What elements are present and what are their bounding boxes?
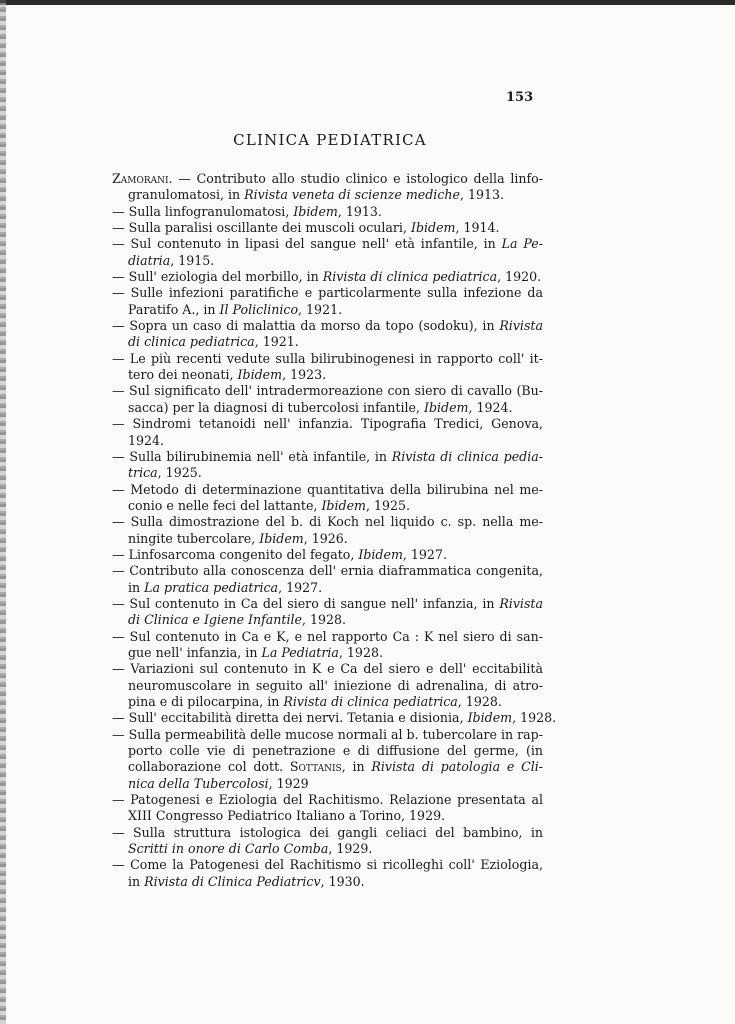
italic-citation: Rivista veneta di scienze mediche xyxy=(244,187,460,203)
bibliography-entry xyxy=(112,547,543,563)
entry-line xyxy=(112,661,543,677)
entry-line xyxy=(112,808,543,824)
bibliography-entry xyxy=(112,792,543,825)
entry-line xyxy=(112,318,543,334)
entry-text: , 1925. xyxy=(157,465,202,481)
italic-citation: Ibidem xyxy=(237,367,283,383)
bibliography-entry xyxy=(112,383,543,416)
entry-line xyxy=(112,465,543,481)
italic-citation: di Clinica e Igiene Infantile xyxy=(128,612,302,628)
entry-text: — Contributo allo studio clinico e istologico della linfo- xyxy=(172,171,543,186)
italic-citation: Rivista di clinica pediatrica xyxy=(283,694,458,709)
entry-text: , 1928. xyxy=(301,612,347,628)
entry-line xyxy=(112,269,543,285)
entry-line xyxy=(112,857,543,873)
entry-line xyxy=(112,531,543,547)
entry-text: , 1925. xyxy=(365,497,411,513)
entry-line xyxy=(112,498,543,514)
entry-text: — Contributo alla conoscenza dell' ernia diaframmatica congenita, xyxy=(112,563,543,579)
entry-text: — Sulla dimostrazione del b. di Koch nel liquido c. sp. nella me- xyxy=(112,514,543,530)
entry-text: — Sulla bilirubinemia nell' età infantile, in xyxy=(112,448,392,464)
entry-line xyxy=(112,727,543,743)
entry-text: Paratifo A., in xyxy=(128,301,220,317)
bibliography-entry xyxy=(112,563,543,596)
entry-text: , 1927. xyxy=(278,579,323,595)
entry-line xyxy=(112,759,543,775)
entry-line xyxy=(112,334,543,350)
bibliography-entry xyxy=(112,236,543,269)
entry-line xyxy=(112,580,543,596)
entry-text: , 1913. xyxy=(459,187,505,203)
italic-citation: Rivista di patologia e Cli- xyxy=(371,759,544,775)
entry-text: gue nell' infanzia, in xyxy=(128,644,262,660)
entry-text: conio e nelle feci del lattante, xyxy=(128,497,322,513)
italic-citation: Ibidem xyxy=(423,399,469,415)
entry-text: — Sulla permeabilità delle mucose normali al b. tubercolare in rap- xyxy=(112,726,543,742)
entry-text: , 1930. xyxy=(320,873,365,889)
entry-line xyxy=(112,449,543,465)
entry-text: — Sindromi tetanoidi nell' infanzia. Tipografia Tredici, Genova, xyxy=(112,416,543,432)
entry-line xyxy=(112,645,543,661)
italic-citation: La pratica pediatrica xyxy=(144,579,279,595)
entry-text: sacca) per la diagnosi di tubercolosi infantile, xyxy=(128,399,424,415)
entry-text: — Metodo di determinazione quantitativa della bilirubina nel me- xyxy=(112,481,543,497)
bibliography-entry xyxy=(112,318,543,351)
entry-line xyxy=(112,187,543,203)
entry-text: — Sopra un caso di malattia da morso da topo (sodoku), in xyxy=(112,318,500,334)
bibliography-entry xyxy=(112,661,543,710)
bibliography-entry xyxy=(112,825,543,858)
entry-line xyxy=(112,433,543,449)
bibliography-entry xyxy=(112,727,543,792)
entry-line xyxy=(112,563,543,579)
entry-line xyxy=(112,285,543,301)
bibliography-entry xyxy=(112,285,543,318)
bibliography-entry xyxy=(112,204,543,220)
entry-line xyxy=(112,514,543,530)
italic-citation: La Pediatria xyxy=(261,644,339,660)
entry-line xyxy=(112,694,543,710)
bibliography-entry xyxy=(112,710,557,726)
italic-citation: Ibidem xyxy=(358,546,403,562)
italic-citation: Rivista di clinica pedia- xyxy=(391,448,543,464)
entry-text: , 1915. xyxy=(170,252,215,268)
entry-line xyxy=(112,825,543,841)
entry-line xyxy=(112,596,543,612)
italic-citation: di clinica pediatrica xyxy=(128,334,255,350)
italic-citation: Scritti in onore di Carlo Comba xyxy=(128,841,329,857)
italic-citation: Rivista xyxy=(499,595,543,611)
scan-left-edge xyxy=(0,0,6,1024)
entry-line xyxy=(112,204,543,220)
entry-text: — Le più recenti vedute sulla bilirubinogenesi in rapporto coll' it- xyxy=(112,350,543,366)
entry-line xyxy=(112,547,543,563)
bibliography-entry xyxy=(112,514,543,547)
entry-text: — Sulle infezioni paratifiche e particolarmente sulla infezione da xyxy=(112,285,543,301)
entry-text: , 1913. xyxy=(337,203,382,219)
entry-line xyxy=(112,678,543,694)
entry-line xyxy=(112,302,543,318)
entry-text: — Sul contenuto in Ca e K, e nel rapporto Ca : K nel siero di san- xyxy=(112,628,543,644)
entry-text: , 1920. xyxy=(497,269,542,285)
bibliography-entry xyxy=(112,482,543,515)
page-title: CLINICA PEDIATRICA xyxy=(233,131,427,149)
italic-citation: Ibidem xyxy=(467,710,513,726)
bibliography-entry xyxy=(112,857,543,890)
bibliography-entry xyxy=(112,269,543,285)
entry-text: granulomatosi, in xyxy=(128,187,245,203)
italic-citation: diatria xyxy=(128,252,171,268)
entry-text: Sottanis xyxy=(289,759,342,775)
entry-line xyxy=(112,416,543,432)
bibliography-entry xyxy=(112,449,543,482)
italic-citation: Rivista xyxy=(499,318,543,334)
entry-line xyxy=(112,351,543,367)
entry-text: — Sul significato dell' intradermoreazione con siero di cavallo (Bu- xyxy=(112,383,543,399)
scan-top-edge xyxy=(0,0,735,5)
entry-text: — Variazioni sul contenuto in K e Ca del siero e dell' eccitabilità xyxy=(112,661,543,677)
entry-text: , 1914. xyxy=(455,220,500,236)
entry-text: — Sul contenuto in Ca del siero di sangue nell' infanzia, in xyxy=(112,595,500,611)
entry-text: , 1921. xyxy=(298,301,343,317)
bibliography-entry xyxy=(112,171,543,204)
entry-text: — Sulla struttura istologica dei gangli celiaci del bambino, in xyxy=(112,824,543,840)
entry-text: neuromuscolare in seguito all' iniezione di adrenalina, di atro- xyxy=(128,677,543,693)
italic-citation: Rivista di clinica pediatrica xyxy=(322,269,498,285)
entry-line xyxy=(112,776,543,792)
entry-text: , 1928. xyxy=(338,644,383,660)
entry-text: — Sull' eccitabilità diretta dei nervi. Tetania e disionia, xyxy=(112,710,468,726)
entry-line xyxy=(112,629,543,645)
entry-text: — Sul contenuto in lipasi del sangue nell' età infantile, in xyxy=(112,236,502,252)
entry-text: , 1929. xyxy=(328,841,373,857)
entry-line xyxy=(112,400,543,416)
entry-line xyxy=(112,383,543,399)
bibliography-entry xyxy=(112,416,543,449)
bibliography-entry xyxy=(112,629,543,662)
entry-line xyxy=(112,253,543,269)
italic-citation: Rivista di Clinica Pediatricv xyxy=(144,873,321,889)
bibliography-entry xyxy=(112,220,543,236)
entry-text: , 1929 xyxy=(268,775,309,791)
entry-text: — Come la Patogenesi del Rachitismo si ricolleghi coll' Eziologia, xyxy=(112,857,543,873)
entry-text: , 1926. xyxy=(303,530,348,546)
italic-citation: Il Policlinico xyxy=(219,301,299,317)
italic-citation: La Pe- xyxy=(501,236,543,252)
entry-text: — Sulla paralisi oscillante dei muscoli oculari, xyxy=(112,220,411,236)
entry-text: , 1923. xyxy=(282,367,327,383)
italic-citation: Ibidem xyxy=(259,530,304,546)
entry-text: in xyxy=(128,579,145,595)
entry-line xyxy=(112,792,543,808)
italic-citation: Ibidem xyxy=(321,497,366,513)
entry-text: — Sull' eziologia del morbillo, in xyxy=(112,269,323,285)
bibliography-entry xyxy=(112,596,543,629)
bibliography-list xyxy=(112,171,557,890)
entry-line xyxy=(112,743,543,759)
entry-line xyxy=(112,482,543,498)
page-number: 153 xyxy=(506,90,534,105)
entry-text: ningite tubercolare, xyxy=(128,530,260,546)
entry-line xyxy=(112,874,543,890)
entry-text: XIII Congresso Pediatrico Italiano a Torino, 1929. xyxy=(128,808,446,824)
entry-text: , 1921. xyxy=(254,334,299,350)
entry-text: 1924. xyxy=(128,432,165,448)
entry-text: tero dei neonati, xyxy=(128,367,238,383)
entry-text: Zamorani. xyxy=(112,171,173,186)
entry-text: , 1924. xyxy=(468,399,513,415)
italic-citation: nica della Tubercolosi xyxy=(128,775,269,791)
entry-text: porto colle vie di penetrazione e di diffusione del germe, (in xyxy=(128,743,543,759)
entry-text: pina e di pilocarpina, in xyxy=(128,694,284,709)
entry-line xyxy=(112,220,543,236)
entry-text: , in xyxy=(341,759,372,775)
italic-citation: Ibidem xyxy=(293,203,338,219)
entry-line xyxy=(112,841,543,857)
bibliography-entry xyxy=(112,351,543,384)
entry-line xyxy=(112,710,557,726)
entry-text: , 1928. xyxy=(512,710,557,726)
entry-text: — Linfosarcoma congenito del fegato, xyxy=(112,546,359,562)
entry-text: — Patogenesi e Eziologia del Rachitismo. Relazione presentata al xyxy=(112,792,543,808)
entry-line xyxy=(112,236,543,252)
entry-text: in xyxy=(128,873,145,889)
italic-citation: Ibidem xyxy=(410,220,456,236)
entry-line xyxy=(112,171,543,187)
entry-line xyxy=(112,612,543,628)
entry-line xyxy=(112,367,543,383)
entry-text: collaborazione col dott. xyxy=(128,759,290,775)
entry-text: , 1927. xyxy=(402,546,447,562)
italic-citation: trica xyxy=(128,465,158,481)
entry-text: — Sulla linfogranulomatosi, xyxy=(112,203,294,219)
entry-text: , 1928. xyxy=(457,694,502,709)
